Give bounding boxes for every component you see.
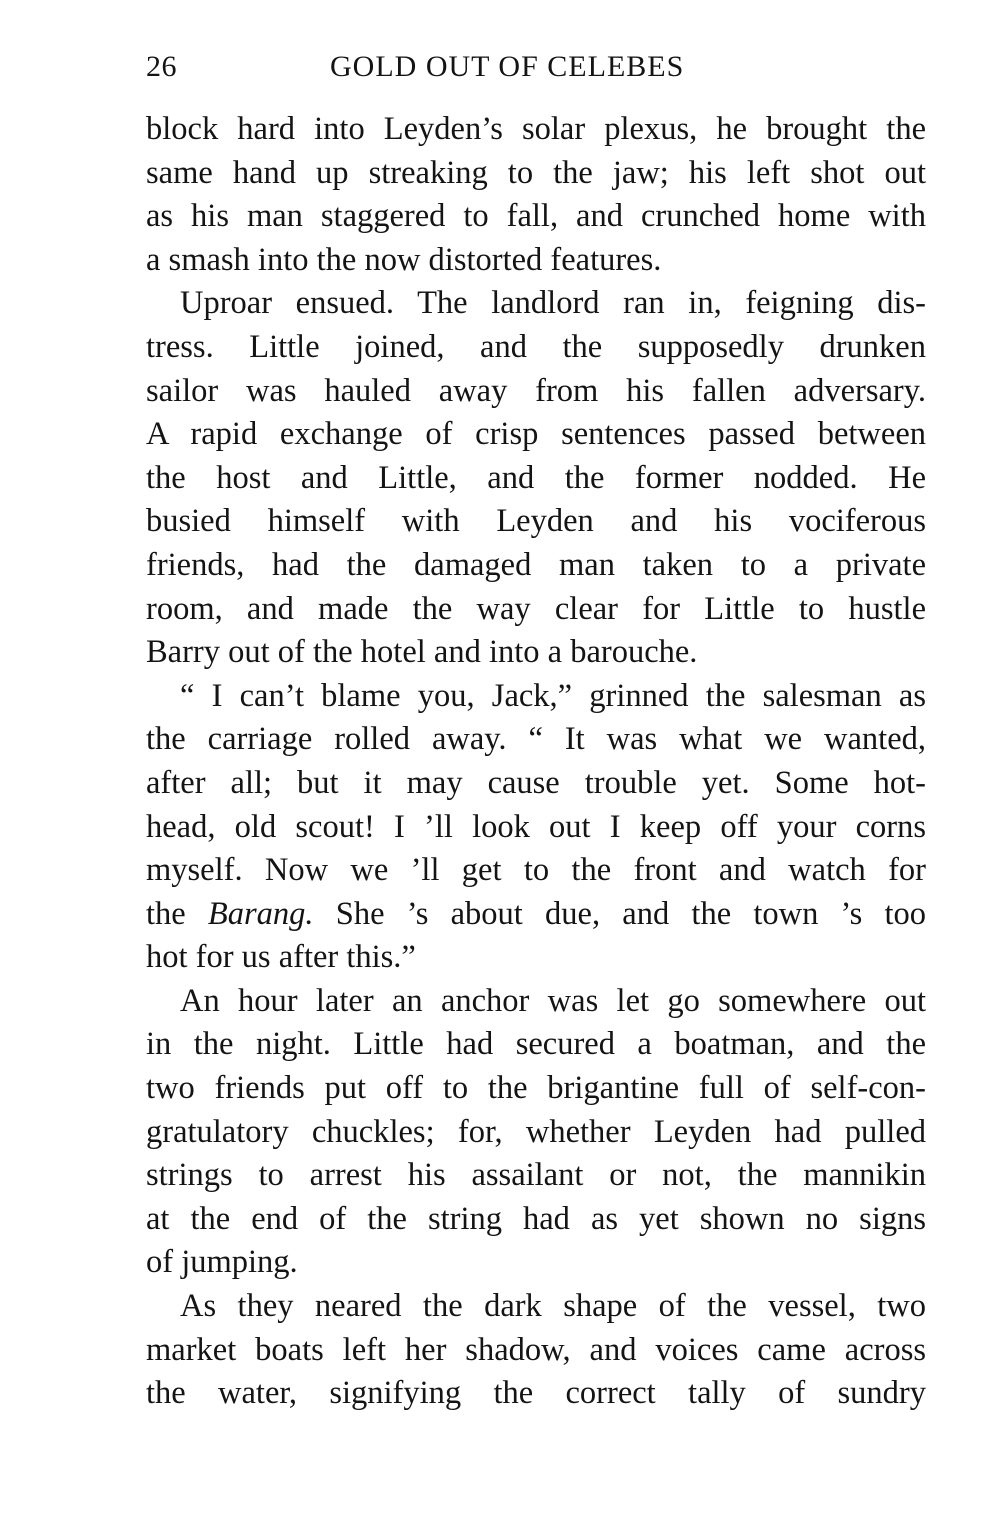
- text-line: Uproar ensued. The landlord ran in, feigning dis-: [180, 285, 926, 322]
- body-text: [146, 108, 926, 1416]
- text-fragment: the: [146, 895, 208, 932]
- text-line: As they neared the dark shape of the vessel, two: [180, 1288, 926, 1325]
- text-line: head, old scout! I ’ll look out I keep off your corns: [146, 808, 926, 845]
- text-line: tress. Little joined, and the supposedly drunken: [146, 328, 926, 365]
- text-line: after all; but it may cause trouble yet. Some hot-: [146, 764, 926, 801]
- paragraph-4: [146, 980, 926, 1285]
- text-line: two friends put off to the brigantine full of self-con-: [146, 1070, 926, 1107]
- paragraph-2: [146, 282, 926, 674]
- text-line: block hard into Leyden’s solar plexus, he brought the: [146, 111, 926, 147]
- page-header: [146, 50, 926, 90]
- text-line: in the night. Little had secured a boatman, and the: [146, 1026, 926, 1063]
- text-line: room, and made the way clear for Little to hustle: [146, 590, 926, 627]
- ship-name: Barang.: [207, 895, 314, 932]
- text-line: of jumping.: [146, 1244, 298, 1281]
- text-line: friends, had the damaged man taken to a private: [146, 546, 926, 583]
- text-line: “ I can’t blame you, Jack,” grinned the salesman as: [180, 677, 926, 714]
- text-line: the carriage rolled away. “ It was what we wanted,: [146, 721, 926, 758]
- text-line: sailor was hauled away from his fallen adversary.: [146, 372, 926, 409]
- running-title: GOLD OUT OF CELEBES: [330, 50, 685, 83]
- text-line: busied himself with Leyden and his vociferous: [146, 503, 926, 540]
- paragraph-5: [146, 1285, 926, 1416]
- text-line: strings to arrest his assailant or not, the mannikin: [146, 1157, 926, 1194]
- page-number: 26: [146, 50, 177, 83]
- text-line: market boats left her shadow, and voices came across: [146, 1331, 926, 1368]
- paragraph-1: [146, 108, 926, 282]
- text-line: gratulatory chuckles; for, whether Leyden had pulled: [146, 1113, 926, 1150]
- text-fragment: She ’s about due, and the town ’s too: [313, 895, 926, 932]
- text-line: Barry out of the hotel and into a barouche.: [146, 634, 698, 671]
- text-line: hot for us after this.”: [146, 939, 416, 976]
- text-line: myself. Now we ’ll get to the front and watch for: [146, 852, 926, 889]
- text-line: as his man staggered to fall, and crunched home with: [146, 198, 926, 235]
- text-line: at the end of the string had as yet shown no signs: [146, 1200, 926, 1237]
- text-line: An hour later an anchor was let go somewhere out: [180, 982, 926, 1019]
- text-line: A rapid exchange of crisp sentences passed between: [146, 416, 926, 453]
- text-line: a smash into the now distorted features.: [146, 241, 662, 278]
- text-line: the host and Little, and the former nodded. He: [146, 459, 926, 496]
- paragraph-3: [146, 675, 926, 980]
- text-line: the water, signifying the correct tally of sundry: [146, 1375, 926, 1412]
- text-line-with-italic: [146, 893, 926, 937]
- text-line: same hand up streaking to the jaw; his left shot out: [146, 154, 926, 191]
